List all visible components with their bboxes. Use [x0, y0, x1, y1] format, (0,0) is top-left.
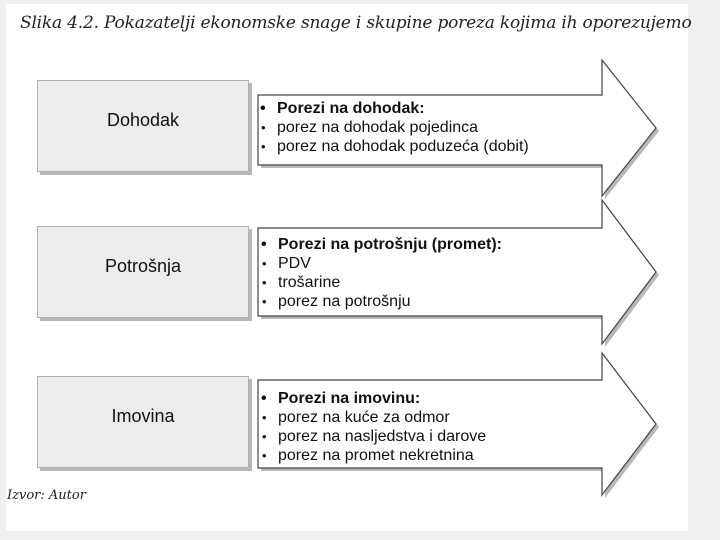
figure-panel: [6, 4, 692, 531]
arrow-text-imovina: [259, 389, 486, 465]
box-label: Imovina: [111, 405, 175, 426]
box-imovina: [37, 376, 249, 468]
list-item: • PDV: [259, 254, 502, 273]
list-item: • trošarine: [259, 273, 502, 292]
arrow-text-potrosnja: [259, 235, 502, 311]
box-label: Dohodak: [106, 109, 180, 130]
list-heading: • Porezi na imovinu:: [259, 389, 486, 408]
box-label: Potrošnja: [104, 255, 182, 276]
list-item: • porez na nasljedstva i darove: [259, 427, 486, 446]
box-dohodak: [37, 80, 249, 172]
arrow-text-dohodak: [258, 99, 529, 156]
list-item: • porez na kuće za odmor: [259, 408, 486, 427]
box-potrosnja: [37, 226, 249, 318]
list-item: • porez na dohodak pojedinca: [258, 118, 529, 137]
source-note: Izvor: Autor: [7, 488, 86, 503]
list-item: • porez na dohodak poduzeća (dobit): [258, 137, 529, 156]
list-heading: • Porezi na dohodak:: [258, 99, 529, 118]
figure-caption: Slika 4.2. Pokazatelji ekonomske snage i skupine poreza kojima ih oporezujemo: [20, 13, 692, 33]
list-heading: • Porezi na potrošnju (promet):: [259, 235, 502, 254]
list-item: • porez na potrošnju: [259, 292, 502, 311]
list-item: • porez na promet nekretnina: [259, 446, 486, 465]
